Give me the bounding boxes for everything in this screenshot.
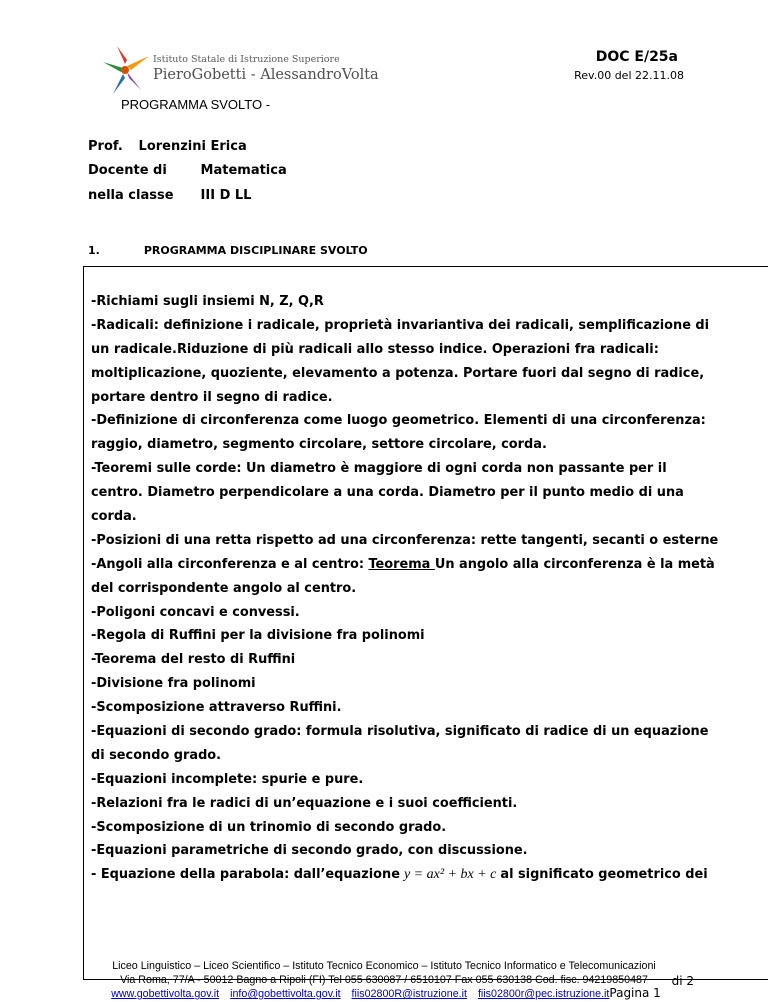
institute-name-line2: PieroGobetti - AlessandroVolta [153,67,379,83]
class-label: nella classe [88,188,174,203]
page-number: Pagina 1 [609,986,661,1000]
program-content-box [83,266,768,980]
document-revision: Rev.00 del 22.11.08 [574,69,684,82]
program-content [91,290,768,887]
content-line: -Teoremi sulle corde: Un diametro è maggiore di ogni corda non passante per il [91,461,667,477]
email-pec-link[interactable]: fiis02800r@pec.istruzione.it [477,988,610,1000]
content-line: -Regola di Ruffini per la divisione fra polinomi [91,628,425,644]
content-line: -Posizioni di una retta rispetto ad una circonferenza: rette tangenti, secanti o esterne [91,532,719,548]
content-line: -Equazioni parametriche di secondo grado, con discussione. [91,843,528,859]
logo-figure-icon [97,42,153,98]
section-number: 1. [88,244,100,257]
teacher-name: Lorenzini Erica [138,139,247,154]
email-istruzione-link[interactable]: fiis02800R@istruzione.it [351,988,467,1000]
website-link[interactable]: www.gobettivolta.gov.it [111,988,220,1000]
email-info-link[interactable]: info@gobettivolta.gov.it [230,988,341,1000]
content-line: -Divisione fra polinomi [91,676,256,692]
content-line: -Scomposizione attraverso Ruffini. [91,700,342,716]
content-line: di secondo grado. [91,747,222,763]
content-line: -Radicali: definizione i radicale, proprietà invariantiva dei radicali, semplificazione di [91,317,710,333]
section-heading [88,244,368,257]
page-footer [0,960,768,1002]
content-line: moltiplicazione, quoziente, elevamento a potenza. Portare fuori dal segno di radice, [91,365,705,381]
content-line: centro. Diametro perpendicolare a una corda. Diametro per il punto medio di una [91,485,684,501]
theorem-suffix: Un angolo alla circonferenza è la metà [434,556,715,572]
footer-address: Via Roma, 77/A - 50012 Bagno a Ripoli (FI) Tel 055 630087 / 6510107 Fax 055 630138 Cod. fisc. 94219850487 [120,973,648,986]
content-line: un radicale.Riduzione di più radicali allo stesso indice. Operazioni fra radicali: [91,341,659,357]
content-line: -Richiami sugli insiemi N, Z, Q,R [91,294,324,309]
content-line: raggio, diametro, segmento circolare, settore circolare, corda. [91,437,547,453]
subject-row [88,163,287,178]
teacher-row [88,139,247,154]
page-total: di 2 [671,974,694,988]
subject-label: Docente di [88,163,167,178]
content-line: del corrispondente angolo al centro. [91,580,357,596]
class-row [88,188,251,203]
content-line: -Definizione di circonferenza come luogo geometrico. Elementi di una circonferenza: [91,413,706,429]
content-line: -Equazioni di secondo grado: formula risolutiva, significato di radice di un equazione [91,724,709,740]
theorem-prefix: -Angoli alla circonferenza e al centro: [91,556,369,572]
program-title: PROGRAMMA SVOLTO - [121,97,271,112]
theorem-word: Teorema [368,556,435,572]
content-line: -Relazioni fra le radici di un’equazione e i suoi coefficienti. [91,795,518,811]
content-line: -Equazioni incomplete: spurie e pure. [91,771,364,787]
content-line: corda. [91,509,137,525]
parabola-formula: y = ax² + bx + c [403,867,497,883]
document-code: DOC E/25a [595,49,678,65]
class-value: III D LL [200,188,252,203]
parabola-suffix: al significato geometrico dei [500,867,708,883]
theorem-line [91,553,768,577]
content-line: -Poligoni concavi e convessi. [91,604,300,620]
institute-name-line1: Istituto Statale di Istruzione Superiore [153,54,340,65]
footer-contacts [0,987,768,1002]
footer-schools: Liceo Linguistico – Liceo Scientifico – Istituto Tecnico Economico – Istituto Tecnico Informatico e Telecomunicazioni [112,960,656,972]
section-title: PROGRAMMA DISCIPLINARE SVOLTO [143,244,368,257]
subject-value: Matematica [200,163,287,178]
parabola-line [91,863,768,887]
parabola-prefix: - Equazione della parabola: dall’equazione [91,867,400,883]
teacher-label: Prof. [88,139,123,154]
content-line: portare dentro il segno di radice. [91,389,333,405]
content-line: -Scomposizione di un trinomio di secondo grado. [91,819,447,835]
content-line: -Teorema del resto di Ruffini [91,652,296,668]
institute-logo [97,42,379,98]
